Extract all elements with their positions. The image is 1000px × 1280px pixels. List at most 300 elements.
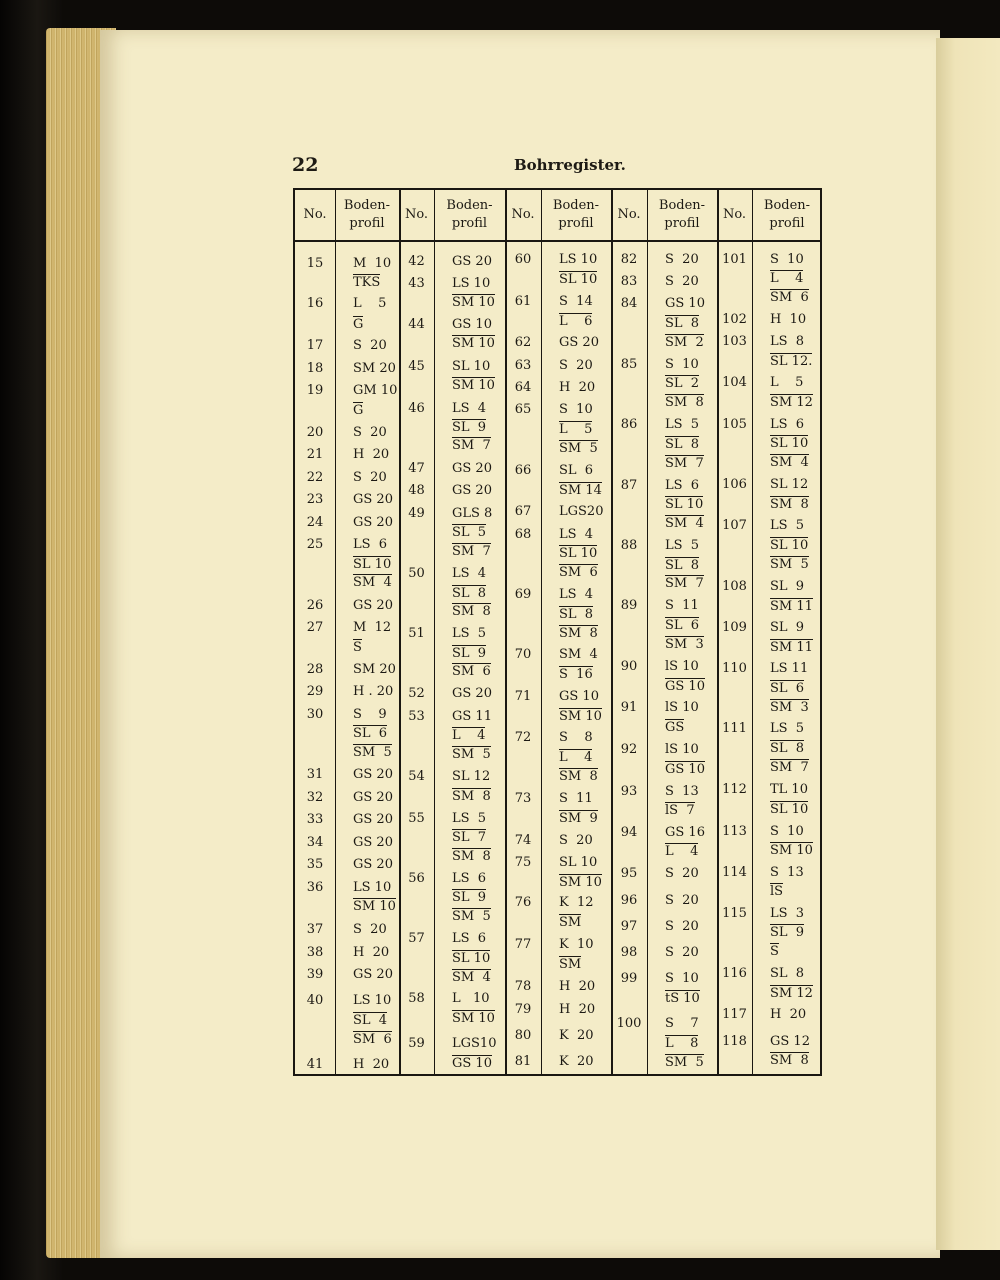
- soil-layer: LS 4: [452, 401, 487, 416]
- entry-number: 96: [620, 893, 638, 908]
- soil-layer: H 20: [353, 447, 390, 462]
- entry-number: 51: [408, 626, 425, 641]
- entry-number: 44: [408, 317, 425, 332]
- soil-layer-under: SM 7: [452, 438, 491, 453]
- entry-number: 63: [514, 358, 532, 373]
- soil-layer-under: GS 10: [665, 679, 705, 694]
- entry-number: 16: [306, 296, 324, 311]
- entry-number: 33: [306, 812, 324, 827]
- entry-number: 23: [306, 492, 324, 507]
- soil-layer-under: SL 9: [452, 420, 487, 435]
- entry-number: 93: [620, 784, 638, 799]
- soil-layer: M 10: [353, 256, 392, 271]
- soil-layer: SM 20: [353, 361, 396, 376]
- soil-layer: S 10: [770, 824, 804, 839]
- soil-layer-under: SM 10: [353, 899, 396, 914]
- header-bodenprofil: Boden- profil: [658, 198, 706, 231]
- soil-layer: LS 5: [665, 417, 700, 432]
- soil-layer: SM 4: [559, 647, 598, 662]
- entry-number: 68: [514, 527, 532, 542]
- soil-layer: L 5: [353, 296, 387, 311]
- soil-layer: S 10: [559, 402, 593, 417]
- entry-number: 47: [408, 461, 425, 476]
- entry-number: 102: [722, 312, 747, 327]
- entry-number: 76: [514, 895, 532, 910]
- soil-layer: LS 4: [559, 527, 594, 542]
- soil-layer-under: tS 10: [665, 991, 700, 1006]
- soil-layer-under: GS 10: [452, 1056, 492, 1071]
- soil-layer: S 13: [665, 784, 699, 799]
- entry-number: 108: [722, 579, 747, 594]
- header-bodenprofil: Boden- profil: [763, 198, 811, 231]
- soil-layer-under: SL 9: [770, 925, 805, 940]
- soil-layer: LS 10: [353, 993, 392, 1008]
- entry-number: 32: [306, 790, 324, 805]
- soil-layer: GS 20: [452, 461, 492, 476]
- soil-layer: S 20: [665, 919, 699, 934]
- soil-layer: SL 6: [559, 463, 594, 478]
- soil-layer: S 9: [353, 707, 387, 722]
- soil-layer-under: SM 5: [559, 441, 598, 456]
- header-no: No.: [617, 207, 641, 222]
- soil-layer-under: SM 8: [559, 769, 598, 784]
- soil-layer: LGS10: [452, 1036, 497, 1051]
- entry-number: 50: [408, 566, 425, 581]
- soil-layer-under: SM 8: [559, 626, 598, 641]
- soil-layer-under: SL 6: [353, 726, 388, 741]
- soil-layer-under: SL 10: [559, 272, 598, 287]
- soil-layer: GS 20: [353, 767, 393, 782]
- soil-layer: S 7: [665, 1016, 699, 1031]
- soil-layer-under: SM 5: [770, 557, 809, 572]
- soil-layer-under: SM 8: [665, 395, 704, 410]
- entry-number: 42: [408, 254, 425, 269]
- entry-number: 38: [306, 945, 324, 960]
- soil-layer: S 11: [665, 598, 699, 613]
- soil-layer: H 20: [559, 979, 596, 994]
- entry-number: 83: [620, 274, 638, 289]
- soil-layer-under: SM 10: [559, 709, 602, 724]
- entry-number: 37: [306, 922, 324, 937]
- soil-layer: LS 4: [559, 587, 594, 602]
- soil-layer-under: SL 10: [770, 436, 809, 451]
- entry-number: 20: [306, 425, 324, 440]
- soil-layer-under: SL 6: [770, 681, 805, 696]
- soil-layer: K 20: [559, 1054, 594, 1069]
- entry-number: 97: [620, 919, 638, 934]
- soil-layer: GM 10: [353, 383, 398, 398]
- soil-layer: SL 8: [770, 966, 805, 981]
- entry-number: 95: [620, 866, 638, 881]
- soil-layer: GS 10: [559, 689, 599, 704]
- soil-layer: LS 5: [452, 626, 487, 641]
- soil-layer: S 20: [353, 922, 387, 937]
- entry-number: 60: [514, 252, 532, 267]
- soil-layer-under: SM 10: [452, 1011, 495, 1026]
- soil-layer-under: SL 10: [665, 497, 704, 512]
- soil-layer: LS 6: [353, 537, 388, 552]
- entry-number: 31: [306, 767, 324, 782]
- entry-number: 17: [306, 338, 324, 353]
- entry-number: 117: [722, 1007, 747, 1022]
- entry-number: 89: [620, 598, 638, 613]
- entry-number: 92: [620, 742, 638, 757]
- entry-number: 118: [722, 1034, 747, 1049]
- entry-number: 94: [620, 825, 638, 840]
- entry-number: 52: [408, 686, 425, 701]
- entry-number: 69: [514, 587, 532, 602]
- soil-layer-under: SM 3: [665, 637, 704, 652]
- soil-layer: L 5: [770, 375, 804, 390]
- entry-number: 112: [722, 782, 747, 797]
- soil-layer-under: SL 12.: [770, 354, 813, 369]
- entry-number: 78: [514, 979, 532, 994]
- entry-number: 101: [722, 252, 747, 267]
- entry-number: 59: [408, 1036, 425, 1051]
- entry-number: 91: [620, 700, 638, 715]
- entry-number: 26: [306, 598, 324, 613]
- entry-number: 64: [514, 380, 532, 395]
- soil-layer-under: L 8: [665, 1036, 699, 1051]
- entry-number: 104: [722, 375, 747, 390]
- entry-number: 111: [722, 721, 747, 736]
- entry-number: 62: [514, 335, 532, 350]
- soil-layer-under: SM 4: [665, 516, 704, 531]
- soil-layer-under: SM 10: [559, 875, 602, 890]
- soil-layer: GS 20: [353, 598, 393, 613]
- column-divider: [647, 190, 648, 1074]
- soil-layer: H . 20: [353, 684, 394, 699]
- soil-layer: LS 6: [452, 931, 487, 946]
- soil-layer-under: SL 5: [452, 525, 487, 540]
- soil-layer: H 20: [353, 1057, 390, 1072]
- soil-layer: GLS 8: [452, 506, 493, 521]
- soil-layer: S 20: [665, 252, 699, 267]
- entry-number: 36: [306, 880, 324, 895]
- soil-layer-under: SM 6: [353, 1032, 392, 1047]
- entry-number: 53: [408, 709, 425, 724]
- soil-layer: GS 20: [353, 857, 393, 872]
- entry-number: 107: [722, 518, 747, 533]
- soil-layer-under: L 4: [770, 271, 804, 286]
- soil-layer-under: SM 7: [665, 456, 704, 471]
- soil-layer: K 20: [559, 1028, 594, 1043]
- header-bodenprofil: Boden- profil: [552, 198, 600, 231]
- entry-number: 24: [306, 515, 324, 530]
- soil-layer-under: SM 7: [665, 576, 704, 591]
- soil-layer: lS 10: [665, 659, 699, 674]
- soil-layer-under: SM 7: [770, 760, 809, 775]
- soil-layer-under: SM 6: [770, 290, 809, 305]
- soil-layer-under: SL 10: [770, 538, 809, 553]
- soil-layer-under: SL 4: [353, 1013, 388, 1028]
- soil-layer-under: SL 10: [770, 802, 809, 817]
- soil-layer: LS 10: [353, 880, 392, 895]
- soil-layer: S 14: [559, 294, 593, 309]
- soil-layer-under: lS 7: [665, 803, 695, 818]
- entry-number: 34: [306, 835, 324, 850]
- entry-number: 99: [620, 971, 638, 986]
- soil-layer-under: SL 9: [452, 890, 487, 905]
- facing-page-edge: [936, 38, 1000, 1250]
- soil-layer: SL 10: [452, 359, 491, 374]
- entry-number: 77: [514, 937, 532, 952]
- entry-number: 80: [514, 1028, 532, 1043]
- soil-layer-under: L 4: [665, 844, 699, 859]
- entry-number: 58: [408, 991, 425, 1006]
- entry-number: 15: [306, 256, 324, 271]
- entry-number: 39: [306, 967, 324, 982]
- entry-number: 70: [514, 647, 532, 662]
- entry-number: 28: [306, 662, 324, 677]
- soil-layer-under: SM 4: [353, 575, 392, 590]
- soil-layer: GS 20: [353, 835, 393, 850]
- soil-layer-under: L 5: [559, 422, 593, 437]
- soil-layer: S 20: [353, 425, 387, 440]
- soil-layer-under: SM 4: [452, 970, 491, 985]
- soil-layer-under: SM 8: [770, 1053, 809, 1068]
- soil-layer-under: SM 5: [353, 745, 392, 760]
- entry-number: 84: [620, 296, 638, 311]
- soil-layer-under: SM 12: [770, 395, 813, 410]
- soil-layer-under: SM 2: [665, 335, 704, 350]
- entry-number: 116: [722, 966, 747, 981]
- column-divider: [611, 190, 613, 1074]
- entry-number: 66: [514, 463, 532, 478]
- soil-layer: S 20: [665, 866, 699, 881]
- entry-number: 90: [620, 659, 638, 674]
- soil-layer-under: SM 14: [559, 483, 602, 498]
- soil-layer: S 8: [559, 730, 593, 745]
- entry-number: 82: [620, 252, 638, 267]
- soil-layer: S 10: [770, 252, 804, 267]
- bore-register-table: [293, 188, 822, 1076]
- soil-layer: LS 5: [665, 538, 700, 553]
- soil-layer: GS 20: [353, 492, 393, 507]
- entry-number: 41: [306, 1057, 324, 1072]
- soil-layer: H 20: [770, 1007, 807, 1022]
- soil-layer-under: SL 8: [770, 741, 805, 756]
- entry-number: 86: [620, 417, 638, 432]
- entry-number: 56: [408, 871, 425, 886]
- soil-layer: LS 10: [559, 252, 598, 267]
- entry-number: 71: [514, 689, 532, 704]
- column-divider: [541, 190, 542, 1074]
- soil-layer: lS 10: [665, 700, 699, 715]
- entry-number: 67: [514, 504, 532, 519]
- soil-layer: GS 20: [353, 812, 393, 827]
- soil-layer-under: S: [353, 640, 362, 655]
- soil-layer-under: SM 4: [770, 455, 809, 470]
- soil-layer: S 20: [665, 274, 699, 289]
- soil-layer-under: L 6: [559, 314, 593, 329]
- entry-number: 43: [408, 276, 425, 291]
- soil-layer-under: SL 9: [452, 646, 487, 661]
- header-bodenprofil: Boden- profil: [343, 198, 391, 231]
- entry-number: 114: [722, 865, 747, 880]
- soil-layer-under: TKS: [353, 275, 381, 290]
- soil-layer: S 11: [559, 791, 593, 806]
- soil-layer: H 20: [353, 945, 390, 960]
- soil-layer-under: S: [770, 944, 779, 959]
- entry-number: 88: [620, 538, 638, 553]
- soil-layer: K 12: [559, 895, 594, 910]
- entry-number: 103: [722, 334, 747, 349]
- soil-layer: GS 16: [665, 825, 705, 840]
- soil-layer: SL 10: [559, 855, 598, 870]
- entry-number: 40: [306, 993, 324, 1008]
- soil-layer-under: SM 10: [452, 295, 495, 310]
- soil-layer: LS 3: [770, 906, 805, 921]
- soil-layer: lS 10: [665, 742, 699, 757]
- soil-layer-under: SM 12: [770, 986, 813, 1001]
- soil-layer: GS 20: [353, 967, 393, 982]
- soil-layer-under: G: [353, 403, 364, 418]
- entry-number: 113: [722, 824, 747, 839]
- entry-number: 81: [514, 1054, 532, 1069]
- page-number: 22: [292, 154, 319, 176]
- soil-layer-under: SM 8: [770, 497, 809, 512]
- soil-layer: S 20: [665, 893, 699, 908]
- soil-layer-under: SM 5: [452, 747, 491, 762]
- soil-layer-under: SM 8: [452, 604, 491, 619]
- soil-layer-under: SM 8: [452, 789, 491, 804]
- entry-number: 106: [722, 477, 747, 492]
- soil-layer: SL 12: [770, 477, 809, 492]
- entry-number: 61: [514, 294, 532, 309]
- soil-layer-under: SM 9: [559, 811, 598, 826]
- header-bodenprofil: Boden- profil: [446, 198, 493, 231]
- entry-number: 30: [306, 707, 324, 722]
- soil-layer-under: SL 10: [353, 557, 392, 572]
- soil-layer-under: lS: [770, 884, 784, 899]
- soil-layer-under: G: [353, 317, 364, 332]
- entry-number: 105: [722, 417, 747, 432]
- soil-layer-under: SL 8: [665, 558, 700, 573]
- entry-number: 98: [620, 945, 638, 960]
- soil-layer: LS 6: [452, 871, 487, 886]
- soil-layer-under: SL 10: [559, 546, 598, 561]
- soil-layer-under: SM 5: [665, 1055, 704, 1070]
- entry-number: 46: [408, 401, 425, 416]
- soil-layer: S 10: [665, 971, 699, 986]
- soil-layer: SL 9: [770, 620, 805, 635]
- soil-layer: S 20: [353, 338, 387, 353]
- soil-layer-under: SM 7: [452, 544, 491, 559]
- soil-layer: LS 5: [770, 518, 805, 533]
- soil-layer-under: SM 6: [559, 565, 598, 580]
- soil-layer: H 10: [770, 312, 807, 327]
- soil-layer-under: SL 8: [452, 586, 487, 601]
- soil-layer: SM 20: [353, 662, 396, 677]
- soil-layer-under: SL 6: [665, 618, 700, 633]
- entry-number: 109: [722, 620, 747, 635]
- entry-number: 79: [514, 1002, 532, 1017]
- soil-layer-under: SL 8: [665, 316, 700, 331]
- entry-number: 22: [306, 470, 324, 485]
- soil-layer: S 13: [770, 865, 804, 880]
- soil-layer: GS 20: [353, 790, 393, 805]
- soil-layer-under: SL 8: [559, 607, 594, 622]
- soil-layer: LS 4: [452, 566, 487, 581]
- entry-number: 54: [408, 769, 425, 784]
- soil-layer-under: GS 10: [665, 762, 705, 777]
- soil-layer: GS 20: [353, 515, 393, 530]
- entry-number: 65: [514, 402, 532, 417]
- entry-number: 100: [616, 1016, 642, 1031]
- soil-layer: S 20: [665, 945, 699, 960]
- soil-layer-under: SL 10: [452, 951, 491, 966]
- entry-number: 35: [306, 857, 324, 872]
- soil-layer: LS 5: [770, 721, 805, 736]
- soil-layer: LGS20: [559, 504, 604, 519]
- soil-layer-under: SM: [559, 957, 582, 972]
- soil-layer-under: SM 10: [770, 843, 813, 858]
- soil-layer: GS 10: [665, 296, 705, 311]
- soil-layer-under: SM 6: [452, 664, 491, 679]
- entry-number: 18: [306, 361, 324, 376]
- soil-layer: L 10: [452, 991, 490, 1006]
- running-head: Bohrregister.: [514, 156, 626, 174]
- soil-layer: GS 20: [559, 335, 599, 350]
- entry-number: 75: [514, 855, 532, 870]
- soil-layer-under: SM 10: [452, 378, 495, 393]
- soil-layer-under: SL 8: [665, 437, 700, 452]
- soil-layer-under: SL 7: [452, 830, 487, 845]
- header-no: No.: [511, 207, 535, 222]
- entry-number: 21: [306, 447, 324, 462]
- column-divider: [434, 190, 435, 1074]
- entry-number: 87: [620, 478, 638, 493]
- header-no: No.: [404, 207, 429, 222]
- soil-layer: S 10: [665, 357, 699, 372]
- soil-layer: GS 20: [452, 254, 492, 269]
- soil-layer-under: SM: [559, 915, 582, 930]
- soil-layer-under: S 16: [559, 667, 593, 682]
- soil-layer: H 20: [559, 380, 596, 395]
- entry-number: 48: [408, 483, 425, 498]
- header-no: No.: [303, 207, 327, 222]
- soil-layer: TL 10: [770, 782, 808, 797]
- soil-layer: GS 20: [452, 686, 492, 701]
- soil-layer: LS 6: [665, 478, 700, 493]
- soil-layer: GS 12: [770, 1034, 810, 1049]
- entry-number: 25: [306, 537, 324, 552]
- soil-layer: LS 6: [770, 417, 805, 432]
- entry-number: 73: [514, 791, 532, 806]
- soil-layer: S 20: [559, 833, 593, 848]
- entry-number: 29: [306, 684, 324, 699]
- soil-layer-under: SM 3: [770, 700, 809, 715]
- entry-number: 27: [306, 620, 324, 635]
- soil-layer: LS 11: [770, 661, 809, 676]
- entry-number: 85: [620, 357, 638, 372]
- soil-layer: LS 5: [452, 811, 487, 826]
- soil-layer: H 20: [559, 1002, 596, 1017]
- soil-layer: S 20: [559, 358, 593, 373]
- soil-layer: GS 20: [452, 483, 492, 498]
- soil-layer-under: SL 2: [665, 376, 700, 391]
- soil-layer-under: L 4: [559, 750, 593, 765]
- entry-number: 57: [408, 931, 425, 946]
- soil-layer: M 12: [353, 620, 392, 635]
- soil-layer: SL 9: [770, 579, 805, 594]
- header-no: No.: [722, 207, 747, 222]
- column-divider: [752, 190, 753, 1074]
- soil-layer-under: SM 10: [452, 336, 495, 351]
- soil-layer: SL 12: [452, 769, 491, 784]
- soil-layer-under: L 4: [452, 728, 486, 743]
